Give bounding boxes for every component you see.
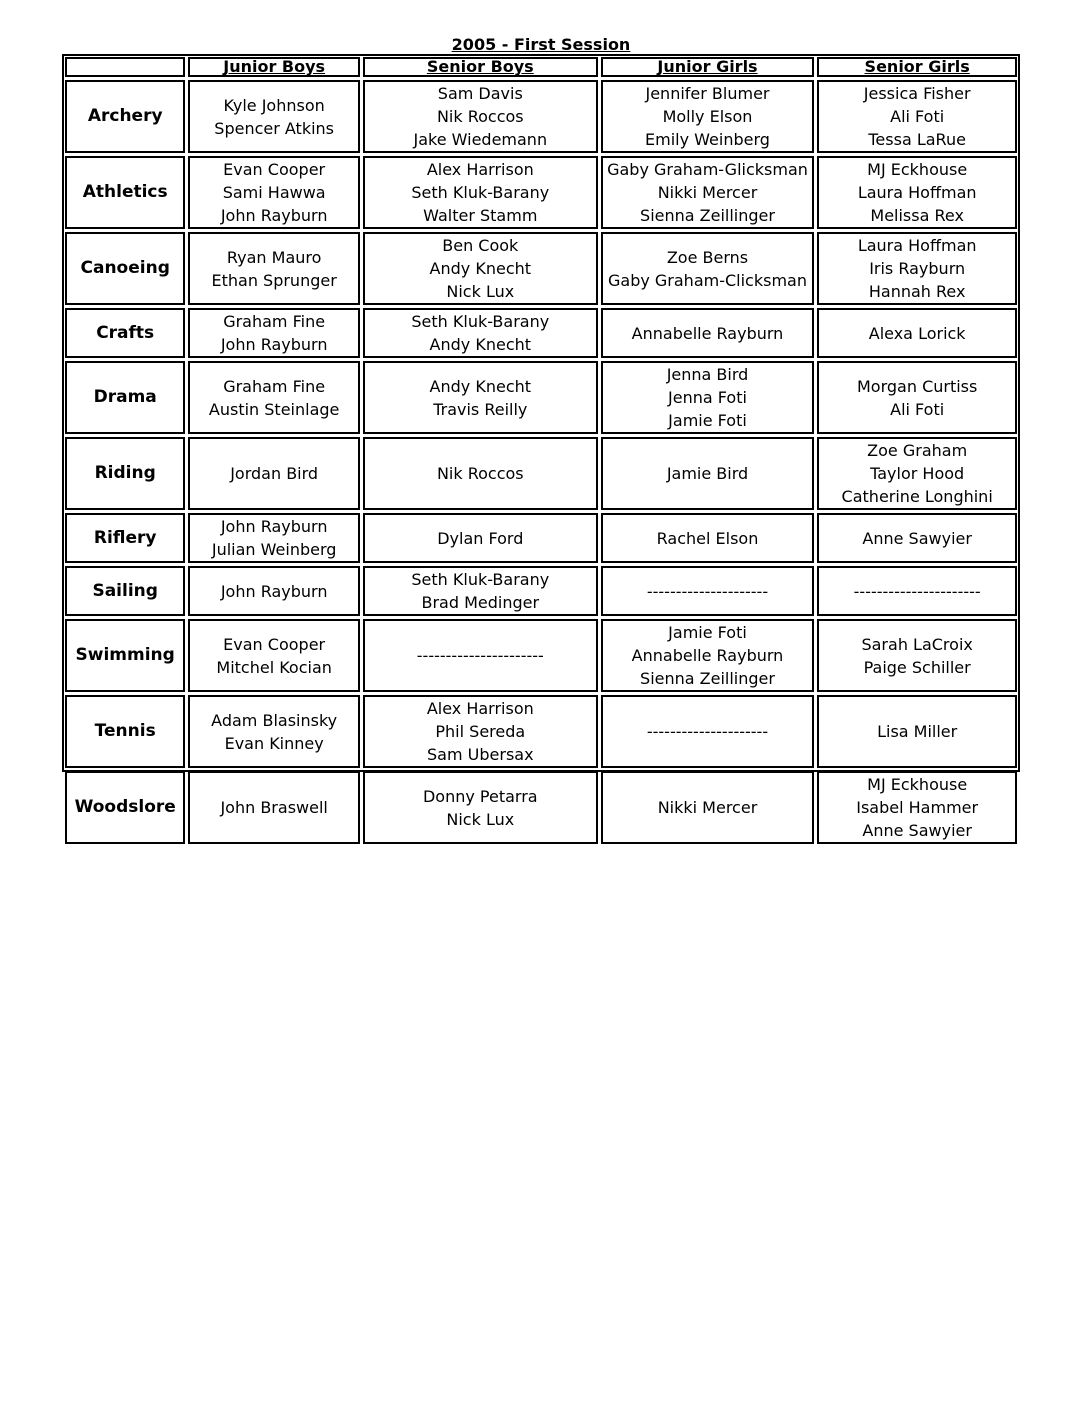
cell-senior-girls: [817, 513, 1017, 563]
table-row: [65, 513, 1017, 563]
camper-name: Lisa Miller: [877, 722, 958, 741]
cell-junior-boys: [188, 156, 360, 229]
camper-name: Melissa Rex: [870, 206, 964, 225]
table-row: [65, 361, 1017, 434]
cell-senior-girls: [817, 771, 1017, 844]
camper-name: Iris Rayburn: [869, 259, 966, 278]
camper-name: Anne Sawyier: [862, 821, 972, 840]
cell-junior-girls: [601, 513, 815, 563]
camper-name: Morgan Curtiss: [856, 376, 978, 396]
cell-junior-girls: [601, 437, 815, 510]
camper-name: Spencer Atkins: [214, 118, 335, 138]
camper-name: Tessa LaRue: [868, 130, 966, 149]
table-row: [65, 156, 1017, 229]
header-blank: [65, 57, 185, 77]
camper-name: Catherine Longhini: [841, 487, 993, 506]
camper-name: Hannah Rex: [868, 282, 966, 301]
camper-name: Jenna Foti: [668, 388, 747, 407]
cell-senior-boys: [363, 619, 598, 692]
cell-senior-girls: [817, 156, 1017, 229]
cell-junior-girls: [601, 695, 815, 768]
camper-name: Zoe Berns: [666, 247, 749, 267]
camper-name: Andy Knecht: [429, 376, 532, 396]
cell-senior-girls: [817, 361, 1017, 434]
camper-name: Phil Sereda: [435, 722, 526, 741]
cell-senior-boys: [363, 437, 598, 510]
activity-label: Riflery: [65, 513, 185, 563]
camper-name: Sami Hawwa: [222, 183, 326, 202]
camper-name: Evan Kinney: [224, 733, 324, 753]
page-title: 2005 - First Session: [451, 35, 631, 54]
cell-senior-girls: [817, 308, 1017, 358]
cell-junior-boys: [188, 80, 360, 153]
cell-junior-girls: [601, 361, 815, 434]
camper-name: Nik Roccos: [436, 464, 524, 483]
camper-name: John Rayburn: [220, 581, 328, 601]
cell-junior-boys: [188, 361, 360, 434]
activity-label: Sailing: [65, 566, 185, 616]
camper-name: Rachel Elson: [656, 528, 759, 548]
cell-junior-boys: [188, 437, 360, 510]
table-row: [65, 308, 1017, 358]
camper-name: Gaby Graham-Glicksman: [607, 160, 808, 179]
camper-name: Kyle Johnson: [223, 95, 325, 115]
cell-junior-girls: [601, 80, 815, 153]
table-row: [65, 771, 1017, 844]
camper-name: Seth Kluk-Barany: [411, 183, 550, 202]
cell-senior-girls: [817, 619, 1017, 692]
camper-name: Molly Elson: [662, 107, 753, 126]
camper-name: Ali Foti: [890, 107, 945, 126]
activity-label: Athletics: [65, 156, 185, 229]
camper-name: ----------------------: [416, 646, 544, 665]
camper-name: Zoe Graham: [867, 441, 968, 460]
header-senior-boys: Senior Boys: [363, 57, 598, 77]
camper-name: Seth Kluk-Barany: [411, 312, 550, 331]
cell-junior-girls: [601, 156, 815, 229]
camper-name: Jamie Foti: [668, 411, 747, 430]
activity-label: Riding: [65, 437, 185, 510]
table-row: [65, 619, 1017, 692]
camper-name: Jenna Bird: [666, 365, 749, 384]
camper-name: Graham Fine: [223, 312, 326, 331]
camper-name: Jennifer Blumer: [645, 84, 770, 103]
cell-junior-boys: [188, 308, 360, 358]
camper-name: ---------------------: [646, 581, 769, 601]
cell-senior-boys: [363, 232, 598, 305]
camper-name: Nick Lux: [446, 809, 515, 829]
table-row: [65, 437, 1017, 510]
camper-name: Donny Petarra: [422, 786, 538, 806]
camper-name: ---------------------: [646, 722, 769, 741]
camper-name: Isabel Hammer: [856, 798, 979, 817]
cell-senior-boys: [363, 566, 598, 616]
camper-name: John Rayburn: [220, 517, 328, 536]
camper-name: Sam Ubersax: [427, 745, 534, 764]
table-row: [65, 566, 1017, 616]
camper-name: Adam Blasinsky: [211, 710, 338, 730]
cell-senior-boys: [363, 361, 598, 434]
activity-label: Tennis: [65, 695, 185, 768]
camper-name: John Rayburn: [220, 206, 328, 225]
camper-name: Nikki Mercer: [657, 183, 758, 202]
camper-name: Sienna Zeillinger: [640, 206, 775, 225]
camper-name: Annabelle Rayburn: [631, 646, 784, 665]
camper-name: John Braswell: [220, 798, 328, 817]
camper-name: Nick Lux: [446, 282, 515, 301]
header-junior-girls: Junior Girls: [601, 57, 815, 77]
camper-name: Laura Hoffman: [857, 236, 977, 255]
camper-name: Gaby Graham-Clicksman: [607, 270, 807, 290]
cell-junior-girls: [601, 566, 815, 616]
camper-name: Jamie Bird: [666, 464, 749, 483]
camper-name: Taylor Hood: [870, 464, 965, 483]
camper-name: Evan Cooper: [223, 634, 326, 654]
cell-senior-boys: [363, 80, 598, 153]
activity-label: Crafts: [65, 308, 185, 358]
header-junior-boys: Junior Boys: [188, 57, 360, 77]
cell-senior-girls: [817, 80, 1017, 153]
camper-name: Ben Cook: [442, 236, 519, 255]
camper-name: Austin Steinlage: [208, 399, 340, 419]
camper-name: Dylan Ford: [437, 528, 524, 548]
camper-name: Alex Harrison: [426, 160, 534, 179]
schedule-body: [65, 80, 1017, 844]
activity-label: Swimming: [65, 619, 185, 692]
cell-senior-boys: [363, 695, 598, 768]
camper-name: Brad Medinger: [421, 593, 540, 612]
activity-label: Canoeing: [65, 232, 185, 305]
camper-name: Graham Fine: [223, 376, 326, 396]
cell-junior-boys: [188, 619, 360, 692]
camper-name: Ethan Sprunger: [211, 270, 337, 290]
camper-name: Nik Roccos: [436, 107, 524, 126]
camper-name: Paige Schiller: [863, 657, 971, 677]
camper-name: Ryan Mauro: [226, 247, 322, 267]
header-row: [65, 57, 1017, 77]
cell-junior-girls: [601, 771, 815, 844]
cell-senior-boys: [363, 308, 598, 358]
camper-name: Jamie Foti: [668, 623, 747, 642]
cell-senior-girls: [817, 695, 1017, 768]
camper-name: ----------------------: [853, 581, 981, 601]
cell-junior-boys: [188, 695, 360, 768]
camper-name: Jake Wiedemann: [413, 130, 548, 149]
camper-name: Ali Foti: [890, 399, 945, 419]
camper-name: Alexa Lorick: [868, 323, 966, 343]
camper-name: Julian Weinberg: [211, 540, 337, 559]
camper-name: Sarah LaCroix: [861, 634, 973, 654]
camper-name: Walter Stamm: [423, 206, 538, 225]
camper-name: Anne Sawyier: [862, 528, 972, 548]
camper-name: Andy Knecht: [429, 259, 532, 278]
table-row: [65, 695, 1017, 768]
cell-senior-girls: [817, 566, 1017, 616]
camper-name: MJ Eckhouse: [867, 160, 968, 179]
camper-name: Emily Weinberg: [645, 130, 770, 149]
table-row: [65, 232, 1017, 305]
cell-senior-boys: [363, 771, 598, 844]
camper-name: Mitchel Kocian: [216, 657, 332, 677]
cell-junior-boys: [188, 566, 360, 616]
cell-senior-boys: [363, 513, 598, 563]
header-senior-girls: Senior Girls: [817, 57, 1017, 77]
cell-senior-girls: [817, 232, 1017, 305]
camper-name: MJ Eckhouse: [867, 775, 968, 794]
schedule-table: [62, 54, 1020, 847]
camper-name: Travis Reilly: [433, 399, 528, 419]
camper-name: Evan Cooper: [223, 160, 326, 179]
camper-name: Sienna Zeillinger: [640, 669, 775, 688]
cell-senior-boys: [363, 156, 598, 229]
camper-name: Jessica Fisher: [863, 84, 971, 103]
cell-senior-girls: [817, 437, 1017, 510]
cell-junior-boys: [188, 513, 360, 563]
camper-name: Seth Kluk-Barany: [411, 570, 550, 589]
cell-junior-boys: [188, 771, 360, 844]
activity-label: Archery: [65, 80, 185, 153]
cell-junior-boys: [188, 232, 360, 305]
table-row: [65, 80, 1017, 153]
camper-name: Jordan Bird: [230, 464, 319, 483]
activity-label: Drama: [65, 361, 185, 434]
cell-junior-girls: [601, 619, 815, 692]
camper-name: Nikki Mercer: [657, 798, 758, 817]
camper-name: Annabelle Rayburn: [631, 323, 784, 343]
camper-name: Andy Knecht: [429, 335, 532, 354]
activity-label: Woodslore: [65, 771, 185, 844]
cell-junior-girls: [601, 308, 815, 358]
camper-name: Laura Hoffman: [857, 183, 977, 202]
camper-name: Sam Davis: [437, 84, 523, 103]
camper-name: Alex Harrison: [426, 699, 534, 718]
cell-junior-girls: [601, 232, 815, 305]
camper-name: John Rayburn: [220, 335, 328, 354]
